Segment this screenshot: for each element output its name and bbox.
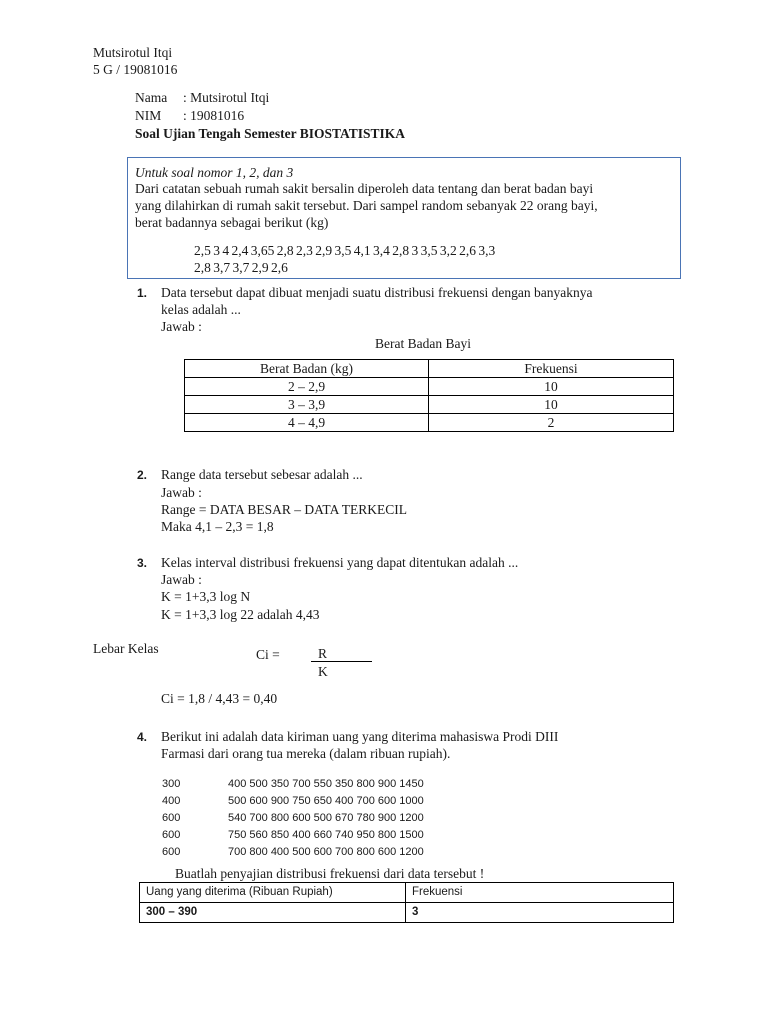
q1-jawab: Jawab : — [161, 319, 202, 334]
nim-label: NIM — [135, 108, 162, 123]
q1-text-line: kelas adalah ... — [161, 302, 241, 317]
table-cell: 300 – 390 — [140, 903, 406, 923]
fraction-line — [311, 661, 372, 662]
table-header-cell: Frekuensi — [406, 883, 674, 903]
q3-answer-line: K = 1+3,3 log N — [161, 589, 251, 604]
money-data-rest: 700 800 400 500 600 700 800 600 1200 — [228, 846, 424, 858]
table-cell: 3 – 3,9 — [185, 396, 429, 414]
money-data-first: 600 — [162, 846, 181, 858]
q1-table-title: Berat Badan Bayi — [375, 336, 471, 351]
weight-data-line: 2,5 3 4 2,4 3,65 2,8 2,3 2,9 3,5 4,1 3,4 2,8 3 3,5 3,2 2,6 3,3 — [194, 243, 496, 258]
nama-label: Nama — [135, 90, 168, 105]
table-header-cell: Frekuensi — [429, 360, 674, 378]
intro-line: berat badannya sebagai berikut (kg) — [135, 215, 329, 230]
q1-number: 1. — [137, 286, 148, 300]
table-cell: 10 — [429, 396, 674, 414]
table-row — [185, 414, 674, 432]
q3-number: 3. — [137, 556, 148, 570]
nim-value: : 19081016 — [183, 108, 245, 123]
q3-question: Kelas interval distribusi frekuensi yang dapat ditentukan adalah ... — [161, 555, 519, 570]
table-header-row — [185, 360, 674, 378]
q2-number: 2. — [137, 468, 148, 482]
q2-jawab: Jawab : — [161, 485, 202, 500]
exam-title: Soal Ujian Tengah Semester BIOSTATISTIKA — [135, 126, 406, 141]
q4-instruction: Buatlah penyajian distribusi frekuensi dari data tersebut ! — [175, 866, 485, 881]
money-data-first: 600 — [162, 829, 181, 841]
author-name: Mutsirotul Itqi — [93, 45, 173, 60]
money-data-first: 600 — [162, 812, 181, 824]
intro-line: Dari catatan sebuah rumah sakit bersalin diperoleh data tentang dan berat badan bayi — [135, 181, 594, 196]
ci-label: Ci = — [256, 647, 280, 662]
nama-value: : Mutsirotul Itqi — [183, 90, 270, 105]
intro-heading: Untuk soal nomor 1, 2, dan 3 — [135, 165, 294, 180]
table-header-cell: Uang yang diterima (Ribuan Rupiah) — [140, 883, 406, 903]
q4-number: 4. — [137, 730, 148, 744]
q2-answer-line: Range = DATA BESAR – DATA TERKECIL — [161, 502, 407, 517]
weight-data-line: 2,8 3,7 3,7 2,9 2,6 — [194, 260, 288, 275]
table-row — [140, 903, 674, 923]
ci-numerator: R — [318, 646, 328, 661]
q4-text-line: Berikut ini adalah data kiriman uang yang diterima mahasiswa Prodi DIII — [161, 729, 559, 744]
ci-denominator: K — [318, 664, 328, 679]
ci-result: Ci = 1,8 / 4,43 = 0,40 — [161, 691, 278, 706]
money-data-rest: 400 500 350 700 550 350 800 900 1450 — [228, 778, 424, 790]
money-data-rest: 540 700 800 600 500 670 780 900 1200 — [228, 812, 424, 824]
table-cell: 4 – 4,9 — [185, 414, 429, 432]
q3-jawab: Jawab : — [161, 572, 202, 587]
table-header-cell: Berat Badan (kg) — [185, 360, 429, 378]
weight-frequency-table — [184, 359, 674, 432]
table-row — [185, 378, 674, 396]
q4-text-line: Farmasi dari orang tua mereka (dalam ribuan rupiah). — [161, 746, 451, 761]
q1-text-line: Data tersebut dapat dibuat menjadi suatu distribusi frekuensi dengan banyaknya — [161, 285, 593, 300]
money-data-first: 400 — [162, 795, 181, 807]
table-header-row — [140, 883, 674, 903]
q3-answer-line: K = 1+3,3 log 22 adalah 4,43 — [161, 607, 320, 622]
table-cell: 3 — [406, 903, 674, 923]
money-data-block — [162, 776, 492, 866]
table-cell: 2 – 2,9 — [185, 378, 429, 396]
q2-answer-line: Maka 4,1 – 2,3 = 1,8 — [161, 519, 274, 534]
lebar-kelas-label: Lebar Kelas — [93, 641, 159, 656]
table-cell: 10 — [429, 378, 674, 396]
intro-line: yang dilahirkan di rumah sakit tersebut. Dari sampel random sebanyak 22 orang bayi, — [135, 198, 598, 213]
table-row — [185, 396, 674, 414]
table-cell: 2 — [429, 414, 674, 432]
money-frequency-table — [139, 882, 674, 923]
q2-question: Range data tersebut sebesar adalah ... — [161, 467, 363, 482]
money-data-rest: 750 560 850 400 660 740 950 800 1500 — [228, 829, 424, 841]
money-data-rest: 500 600 900 750 650 400 700 600 1000 — [228, 795, 424, 807]
class-id: 5 G / 19081016 — [93, 62, 178, 77]
money-data-first: 300 — [162, 778, 181, 790]
